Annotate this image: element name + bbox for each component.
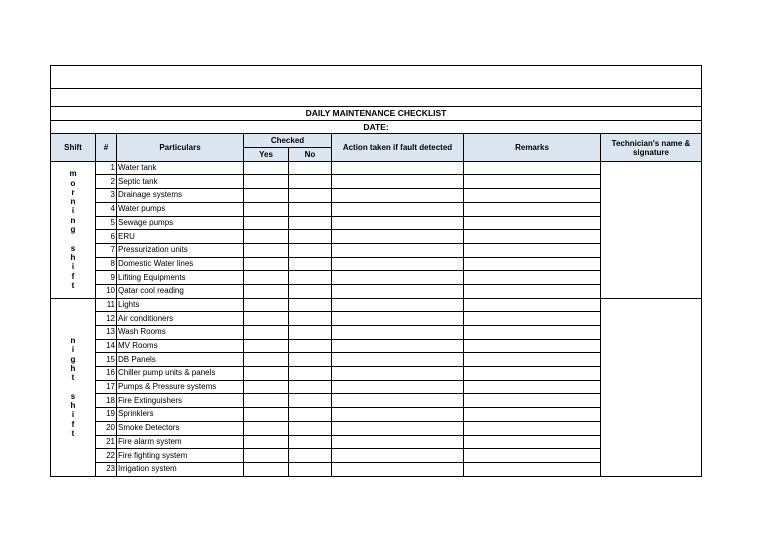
blank-row-2	[51, 89, 702, 107]
action-cell[interactable]	[332, 339, 464, 353]
checked-no-cell[interactable]	[289, 339, 332, 353]
shift-letter: t	[71, 280, 75, 290]
checked-no-cell[interactable]	[289, 202, 332, 216]
checked-yes-cell[interactable]	[244, 189, 289, 203]
remarks-cell[interactable]	[464, 408, 601, 422]
remarks-cell[interactable]	[464, 284, 601, 298]
item-number: 14	[96, 339, 117, 353]
checklist-title: DAILY MAINTENANCE CHECKLIST	[51, 107, 702, 121]
checked-no-cell[interactable]	[289, 298, 332, 312]
item-particular: Fire alarm system	[117, 435, 244, 449]
item-particular: Wash Rooms	[117, 326, 244, 340]
checked-no-cell[interactable]	[289, 326, 332, 340]
remarks-cell[interactable]	[464, 298, 601, 312]
checked-yes-cell[interactable]	[244, 175, 289, 189]
shift-letter: i	[71, 206, 75, 216]
technician-signature-cell[interactable]	[601, 161, 702, 298]
shift-letter: h	[70, 252, 76, 262]
item-number: 19	[96, 408, 117, 422]
checked-yes-cell[interactable]	[244, 353, 289, 367]
remarks-cell[interactable]	[464, 421, 601, 435]
action-cell[interactable]	[332, 380, 464, 394]
item-number: 12	[96, 312, 117, 326]
checked-no-cell[interactable]	[289, 257, 332, 271]
remarks-cell[interactable]	[464, 216, 601, 230]
checked-yes-cell[interactable]	[244, 339, 289, 353]
checked-no-cell[interactable]	[289, 408, 332, 422]
item-particular: MV Rooms	[117, 339, 244, 353]
checked-no-cell[interactable]	[289, 271, 332, 285]
action-cell[interactable]	[332, 367, 464, 381]
header-technician: Technician's name & signature	[601, 134, 702, 161]
item-number: 23	[96, 462, 117, 476]
item-number: 16	[96, 367, 117, 381]
action-cell[interactable]	[332, 175, 464, 189]
remarks-cell[interactable]	[464, 326, 601, 340]
checked-no-cell[interactable]	[289, 394, 332, 408]
action-cell[interactable]	[332, 449, 464, 463]
remarks-cell[interactable]	[464, 257, 601, 271]
action-cell[interactable]	[332, 408, 464, 422]
checked-yes-cell[interactable]	[244, 284, 289, 298]
action-cell[interactable]	[332, 216, 464, 230]
item-particular: Pumps & Pressure systems	[117, 380, 244, 394]
checked-yes-cell[interactable]	[244, 312, 289, 326]
checked-no-cell[interactable]	[289, 161, 332, 175]
header-particulars: Particulars	[117, 134, 244, 161]
shift-letter: s	[70, 243, 76, 253]
checked-yes-cell[interactable]	[244, 408, 289, 422]
item-number: 2	[96, 175, 117, 189]
shift-letter: f	[71, 271, 75, 281]
remarks-cell[interactable]	[464, 189, 601, 203]
checked-yes-cell[interactable]	[244, 243, 289, 257]
shift-letter: n	[70, 335, 76, 345]
header-shift: Shift	[51, 134, 96, 161]
item-number: 20	[96, 421, 117, 435]
action-cell[interactable]	[332, 271, 464, 285]
action-cell[interactable]	[332, 298, 464, 312]
checked-yes-cell[interactable]	[244, 202, 289, 216]
shift-letter: f	[71, 419, 75, 429]
checked-no-cell[interactable]	[289, 462, 332, 476]
item-particular: Fire fighting system	[117, 449, 244, 463]
shift-letter: i	[71, 410, 75, 420]
item-number: 5	[96, 216, 117, 230]
action-cell[interactable]	[332, 462, 464, 476]
item-particular: Water pumps	[117, 202, 244, 216]
item-number: 4	[96, 202, 117, 216]
item-number: 3	[96, 189, 117, 203]
remarks-cell[interactable]	[464, 462, 601, 476]
checked-no-cell[interactable]	[289, 243, 332, 257]
item-particular: Smoke Detectors	[117, 421, 244, 435]
shift-letter: g	[70, 225, 76, 235]
shift-letter: h	[70, 363, 76, 373]
blank-row-1	[51, 66, 702, 89]
remarks-cell[interactable]	[464, 312, 601, 326]
checked-no-cell[interactable]	[289, 367, 332, 381]
shift-letter	[53, 234, 93, 243]
shift-letter: o	[70, 178, 76, 188]
item-particular: Septic tank	[117, 175, 244, 189]
shift-letter: r	[71, 187, 75, 197]
action-cell[interactable]	[332, 312, 464, 326]
header-no: No	[289, 148, 332, 162]
action-cell[interactable]	[332, 257, 464, 271]
item-particular: Sewage pumps	[117, 216, 244, 230]
checklist-table	[50, 65, 702, 477]
item-number: 18	[96, 394, 117, 408]
checked-yes-cell[interactable]	[244, 394, 289, 408]
item-number: 11	[96, 298, 117, 312]
item-particular: Sprinklers	[117, 408, 244, 422]
shift-letter: s	[70, 391, 76, 401]
checked-no-cell[interactable]	[289, 175, 332, 189]
item-number: 22	[96, 449, 117, 463]
remarks-cell[interactable]	[464, 271, 601, 285]
checked-no-cell[interactable]	[289, 189, 332, 203]
action-cell[interactable]	[332, 435, 464, 449]
item-particular: ERU	[117, 230, 244, 244]
action-cell[interactable]	[332, 243, 464, 257]
item-number: 17	[96, 380, 117, 394]
item-particular: Domestic Water lines	[117, 257, 244, 271]
checked-no-cell[interactable]	[289, 380, 332, 394]
shift-letter: g	[70, 354, 76, 364]
table-row	[51, 161, 702, 175]
action-cell[interactable]	[332, 202, 464, 216]
action-cell[interactable]	[332, 421, 464, 435]
item-particular: Chiller pump units & panels	[117, 367, 244, 381]
item-particular: DB Panels	[117, 353, 244, 367]
action-cell[interactable]	[332, 394, 464, 408]
item-number: 21	[96, 435, 117, 449]
item-number: 7	[96, 243, 117, 257]
item-particular: Pressurization units	[117, 243, 244, 257]
checked-yes-cell[interactable]	[244, 161, 289, 175]
remarks-cell[interactable]	[464, 230, 601, 244]
checked-yes-cell[interactable]	[244, 298, 289, 312]
date-label: DATE:	[51, 120, 702, 134]
checked-yes-cell[interactable]	[244, 462, 289, 476]
remarks-cell[interactable]	[464, 367, 601, 381]
shift-letter: i	[71, 345, 75, 355]
remarks-cell[interactable]	[464, 380, 601, 394]
item-particular: Air conditioners	[117, 312, 244, 326]
checked-yes-cell[interactable]	[244, 435, 289, 449]
header-number: #	[96, 134, 117, 161]
checked-no-cell[interactable]	[289, 449, 332, 463]
table-row	[51, 298, 702, 312]
action-cell[interactable]	[332, 189, 464, 203]
checked-no-cell[interactable]	[289, 353, 332, 367]
item-particular: Fire Extinguishers	[117, 394, 244, 408]
header-yes: Yes	[244, 148, 289, 162]
remarks-cell[interactable]	[464, 435, 601, 449]
header-remarks: Remarks	[464, 134, 601, 161]
action-cell[interactable]	[332, 230, 464, 244]
item-particular: Irrigation system	[117, 462, 244, 476]
shift-letter	[53, 382, 93, 391]
shift-label	[51, 298, 96, 476]
checklist-sheet	[50, 65, 701, 477]
checked-no-cell[interactable]	[289, 230, 332, 244]
shift-label	[51, 161, 96, 298]
action-cell[interactable]	[332, 284, 464, 298]
item-particular: Drainage systems	[117, 189, 244, 203]
shift-letter: n	[70, 197, 76, 207]
item-number: 9	[96, 271, 117, 285]
checked-no-cell[interactable]	[289, 216, 332, 230]
item-number: 13	[96, 326, 117, 340]
shift-letter: n	[70, 215, 76, 225]
shift-letter: h	[70, 401, 76, 411]
technician-signature-cell[interactable]	[601, 298, 702, 476]
shift-letter: t	[71, 428, 75, 438]
checked-yes-cell[interactable]	[244, 326, 289, 340]
remarks-cell[interactable]	[464, 339, 601, 353]
header-checked: Checked	[244, 134, 332, 148]
checked-yes-cell[interactable]	[244, 380, 289, 394]
checked-yes-cell[interactable]	[244, 271, 289, 285]
shift-letter: t	[71, 373, 75, 383]
item-number: 10	[96, 284, 117, 298]
action-cell[interactable]	[332, 161, 464, 175]
remarks-cell[interactable]	[464, 394, 601, 408]
item-number: 8	[96, 257, 117, 271]
item-particular: Water tank	[117, 161, 244, 175]
checked-yes-cell[interactable]	[244, 230, 289, 244]
item-particular: Lights	[117, 298, 244, 312]
action-cell[interactable]	[332, 326, 464, 340]
item-particular: Lifiting Equipments	[117, 271, 244, 285]
remarks-cell[interactable]	[464, 353, 601, 367]
checked-yes-cell[interactable]	[244, 421, 289, 435]
checked-yes-cell[interactable]	[244, 449, 289, 463]
remarks-cell[interactable]	[464, 202, 601, 216]
shift-letter: m	[69, 169, 77, 179]
item-number: 1	[96, 161, 117, 175]
item-particular: Qatar cool reading	[117, 284, 244, 298]
remarks-cell[interactable]	[464, 449, 601, 463]
item-number: 15	[96, 353, 117, 367]
header-action: Action taken if fault detected	[332, 134, 464, 161]
checked-yes-cell[interactable]	[244, 367, 289, 381]
checked-yes-cell[interactable]	[244, 216, 289, 230]
shift-letter: i	[71, 262, 75, 272]
checked-no-cell[interactable]	[289, 435, 332, 449]
remarks-cell[interactable]	[464, 161, 601, 175]
remarks-cell[interactable]	[464, 243, 601, 257]
action-cell[interactable]	[332, 353, 464, 367]
remarks-cell[interactable]	[464, 175, 601, 189]
checked-no-cell[interactable]	[289, 421, 332, 435]
checked-no-cell[interactable]	[289, 312, 332, 326]
item-number: 6	[96, 230, 117, 244]
checked-yes-cell[interactable]	[244, 257, 289, 271]
checked-no-cell[interactable]	[289, 284, 332, 298]
